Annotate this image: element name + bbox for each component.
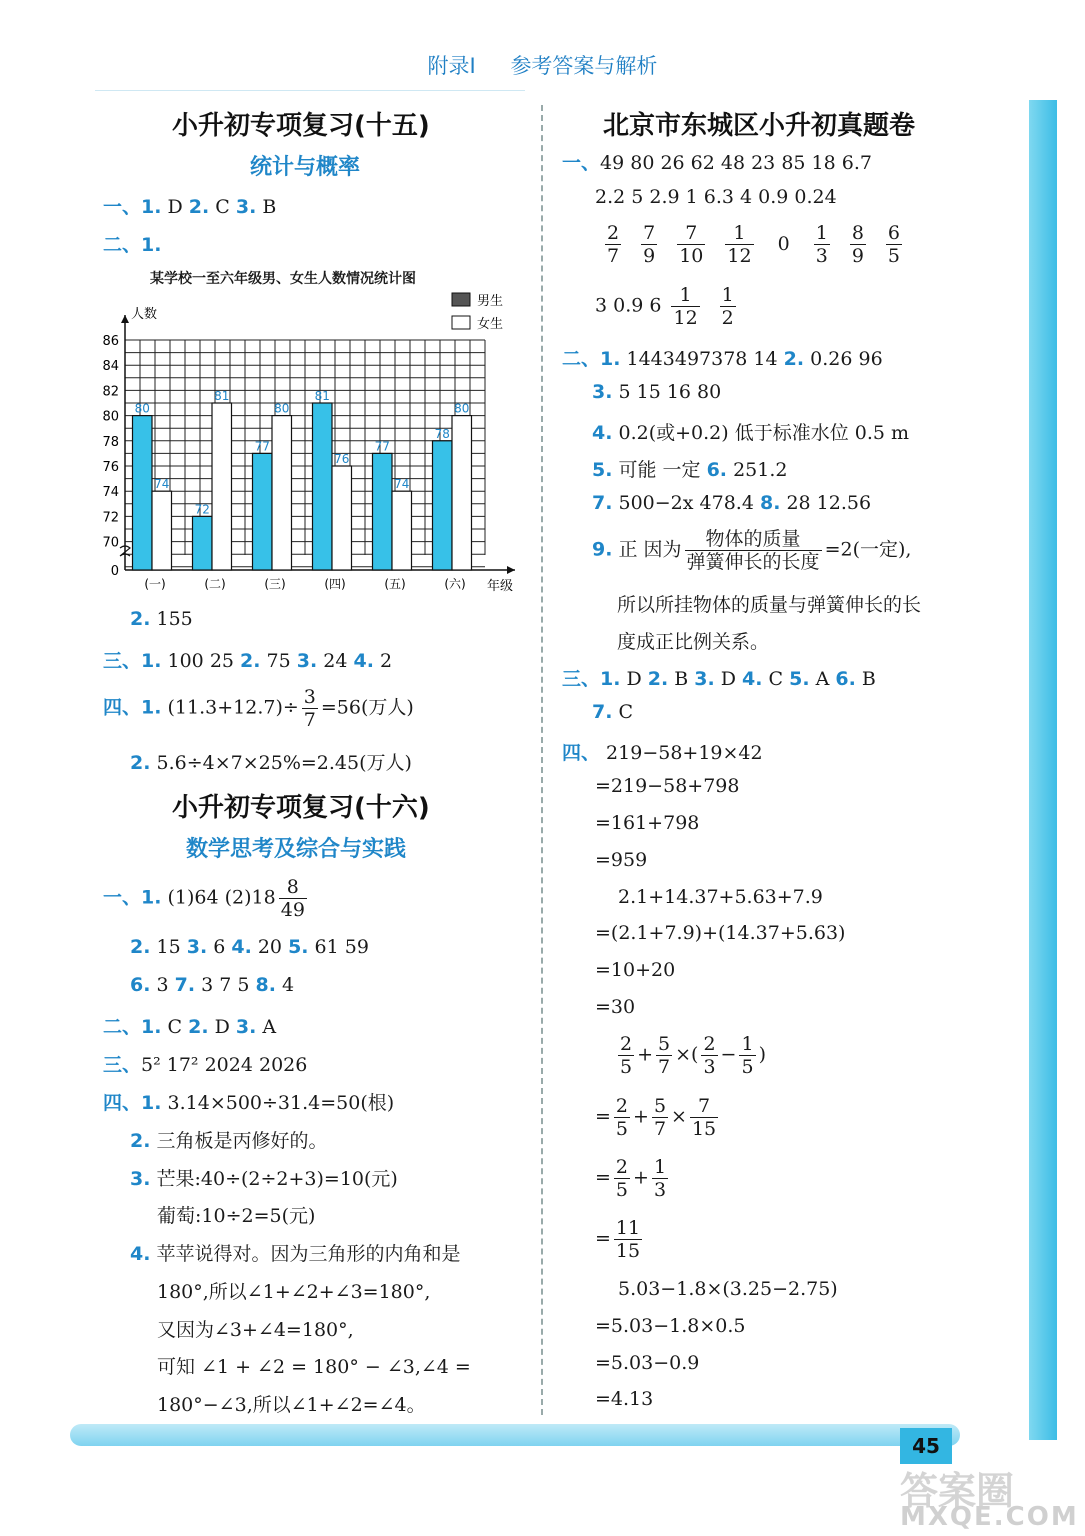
q-num: 2.	[130, 608, 151, 630]
q-num: 5.	[789, 668, 810, 690]
y-tick-label: 74	[102, 485, 119, 501]
answer-line	[103, 876, 310, 921]
answer-line	[130, 1164, 398, 1191]
q-num: 3.	[296, 650, 318, 672]
answer: 5 15 16 80	[612, 381, 722, 403]
part-label: 一、	[562, 152, 601, 174]
y-tick-label: 84	[102, 359, 119, 375]
bar-female	[332, 466, 352, 570]
q-num: 3.	[130, 1168, 151, 1190]
q-num: 8.	[759, 492, 781, 514]
bar-male	[193, 516, 213, 570]
answer-line: 180°,所以∠1+∠2+∠3=180°,	[157, 1281, 431, 1303]
part-label: 一、	[103, 196, 142, 218]
answer: D	[161, 196, 189, 218]
q-num: 2.	[188, 196, 210, 218]
answer: (11.3+12.7)÷	[161, 696, 299, 719]
fraction: $\frac{7}{10}$	[679, 222, 704, 267]
q-num: 5.	[288, 936, 309, 958]
q-num: 7.	[174, 974, 196, 996]
x-tick-label: (二)	[204, 577, 226, 591]
bar-male	[133, 416, 153, 570]
q-num: 1.	[141, 196, 162, 218]
q-num: 8.	[255, 974, 276, 996]
section-title-15: 小升初专项复习(十五)	[172, 111, 430, 141]
q-num: 2.	[783, 348, 805, 370]
y-tick-label: 78	[102, 434, 119, 450]
answer: D	[620, 668, 648, 690]
answer: 5.6÷4×7×25%=2.45(万人)	[150, 752, 412, 774]
answer-line	[592, 701, 633, 723]
answer-line	[130, 936, 369, 958]
bar-chart	[95, 285, 535, 595]
chart-title: 某学校一至六年级男、女生人数情况统计图	[150, 271, 416, 287]
answer: B	[855, 668, 876, 690]
bar-female	[392, 491, 412, 570]
answer: 3 7 5	[195, 974, 256, 996]
answer-line	[130, 1126, 328, 1153]
answer: 155	[150, 608, 193, 630]
answer-line: =30	[595, 996, 636, 1018]
answer: 5² 17² 2024 2026	[141, 1054, 308, 1076]
answer: 219−58+19×42	[600, 742, 763, 764]
y-tick-label: 80	[102, 409, 119, 425]
answer: 15	[150, 936, 187, 958]
answer: C	[612, 701, 634, 723]
y-tick-label: 0	[110, 564, 119, 579]
answer: =2(一定),	[824, 538, 912, 561]
answer: A	[809, 668, 836, 690]
x-tick-label: (一)	[144, 577, 166, 591]
fraction: $\frac{11}{15}$	[615, 1217, 641, 1262]
answer: 251.2	[727, 459, 788, 481]
q-num: 1.	[141, 696, 162, 719]
answer-line: =5.03−1.8×0.5	[595, 1315, 746, 1337]
answer: C	[209, 196, 236, 218]
answer: 1443497378 14	[620, 348, 784, 370]
answer-line: =10+20	[595, 959, 676, 981]
answer-line: 可知 ∠1 + ∠2 = 180° − ∠3,∠4 =	[157, 1356, 471, 1378]
answer: 三角板是丙修好的。	[150, 1130, 328, 1152]
watermark-url: MXQE.COM	[900, 1502, 1079, 1532]
y-axis-label: 人数	[131, 307, 158, 322]
q-num: 1.	[600, 668, 621, 690]
answer: 苹苹说得对。因为三角形的内角和是	[150, 1243, 461, 1265]
fraction: $\frac{1}{2}$	[721, 284, 734, 329]
fraction-expression: = $\frac{11}{15}$	[595, 1217, 641, 1262]
section-subtitle-15: 统计与概率	[250, 155, 361, 180]
q-num: 1.	[141, 886, 162, 909]
fraction-expression: = $\frac{2}{5}$ + $\frac{5}{7}$ × $\frac{7}{15}$	[595, 1095, 717, 1140]
page-number: 45	[900, 1428, 952, 1464]
q-num: 5.	[592, 459, 613, 481]
q-num: 4.	[742, 668, 763, 690]
answer-line	[130, 1239, 461, 1266]
part-label: 二、	[103, 234, 142, 256]
q-num: 3.	[235, 196, 257, 218]
answer-line	[592, 381, 721, 403]
q-num: 6.	[130, 974, 151, 996]
answer: 芒果:40÷(2÷2+3)=10(元)	[150, 1168, 398, 1190]
header-rule	[95, 90, 525, 91]
side-decor-band	[1029, 100, 1057, 1440]
answer: 500−2x 478.4	[612, 492, 760, 514]
data-label: 72	[194, 502, 210, 517]
exam-title: 北京市东城区小升初真题卷	[603, 111, 916, 141]
fraction: $\frac{1}{3}$	[815, 222, 828, 267]
answer-line	[103, 646, 392, 673]
answer-line	[130, 608, 193, 630]
y-tick-label: 86	[102, 334, 119, 349]
answer: C	[161, 1016, 189, 1038]
data-label: 80	[134, 401, 150, 416]
x-axis-label: 年级	[487, 579, 514, 594]
data-label: 81	[214, 389, 230, 403]
answer-line: 5.03−1.8×(3.25−2.75)	[618, 1278, 838, 1300]
answer-line: 2.1+14.37+5.63+7.9	[618, 886, 823, 908]
part-label: 四、	[103, 1092, 142, 1114]
answer: 3.14×500÷31.4=50(根)	[161, 1092, 395, 1114]
q-num: 2.	[130, 1130, 151, 1152]
answer-line	[592, 418, 909, 445]
fraction: $\frac{8}{49}$	[280, 876, 305, 921]
answer-line: =161+798	[595, 812, 700, 834]
answer-line	[562, 344, 883, 371]
q-num: 3.	[186, 936, 208, 958]
data-label: 76	[334, 452, 350, 466]
y-tick-label: 76	[102, 460, 119, 475]
answer-line	[592, 492, 871, 514]
y-tick-label: 70	[102, 535, 119, 551]
part-label: 三、	[103, 650, 142, 672]
answer-line: 180°−∠3,所以∠1+∠2=∠4。	[157, 1394, 426, 1416]
q-num: 4.	[592, 422, 613, 444]
q-num: 6.	[706, 459, 728, 481]
answer-line: =4.13	[595, 1388, 654, 1410]
answer-line	[130, 974, 294, 996]
answer: 28 12.56	[780, 492, 872, 514]
q-num: 1.	[141, 650, 162, 672]
legend-label: 男生	[477, 294, 504, 309]
q-num: 2.	[647, 668, 669, 690]
fraction: $\frac{1}{3}$	[653, 1156, 667, 1201]
q-num: 1.	[141, 234, 162, 256]
q-num: 3.	[235, 1016, 257, 1038]
data-label: 78	[434, 426, 450, 441]
q-num: 1.	[141, 1016, 162, 1038]
answer: 2	[373, 650, 393, 672]
x-tick-label: (三)	[264, 577, 286, 591]
answer-line	[130, 748, 412, 775]
fraction: $\frac{2}{5}$	[620, 1033, 633, 1078]
part-label: 二、	[103, 1016, 142, 1038]
answer-line: =5.03−0.9	[595, 1352, 700, 1374]
answer: 可能 一定	[612, 459, 707, 481]
legend-label: 女生	[477, 317, 504, 332]
fraction: $\frac{7}{9}$	[643, 222, 656, 267]
answer-line	[562, 738, 763, 765]
answer: B	[668, 668, 695, 690]
answer-line	[592, 528, 911, 573]
column-divider	[541, 105, 543, 1415]
data-label: 80	[274, 401, 290, 416]
answer: 61 59	[308, 936, 369, 958]
q-num: 2.	[130, 752, 151, 774]
x-tick-label: (六)	[444, 577, 466, 591]
answer-line	[103, 1088, 394, 1115]
y-axis-arrow	[121, 315, 129, 323]
fraction-expression: $\frac{2}{5}$ + $\frac{5}{7}$ ×( $\frac{2}{3}$ − $\frac{1}{5}$ )	[620, 1033, 766, 1078]
q-num: 1.	[141, 1092, 162, 1114]
data-label: 74	[154, 477, 170, 492]
answer-line	[103, 192, 276, 219]
bar-female	[152, 491, 172, 570]
answer: =56(万人)	[320, 696, 414, 719]
answer-line: 葡萄:10÷2=5(元)	[157, 1205, 316, 1227]
q-num: 4.	[130, 1243, 151, 1265]
watermark-logo: 答案圈	[900, 1469, 1015, 1513]
y-tick-label: 72	[102, 510, 119, 526]
answer-line	[103, 686, 414, 731]
answer: 20	[251, 936, 289, 958]
q-num: 7.	[592, 701, 613, 723]
answer: A	[256, 1016, 277, 1038]
fraction: $\frac{2}{5}$	[615, 1095, 629, 1140]
answer: 3 0.9 6	[595, 294, 662, 317]
q-num: 1.	[600, 348, 621, 370]
q-num: 2.	[188, 1016, 209, 1038]
q-num: 4.	[231, 936, 252, 958]
data-label: 77	[374, 439, 390, 454]
x-tick-label: (五)	[384, 577, 406, 591]
q-num: 4.	[353, 650, 374, 672]
fraction-row	[595, 284, 746, 329]
answer-line: 2.2 5 2.9 1 6.3 4 0.9 0.24	[595, 186, 837, 208]
answer-line: =959	[595, 849, 648, 871]
answer: 6	[207, 936, 232, 958]
x-tick-label: (四)	[324, 577, 346, 591]
answer-line: =(2.1+7.9)+(14.37+5.63)	[595, 922, 846, 944]
fraction: $\frac{1}{5}$	[741, 1033, 754, 1078]
answer-line: 又因为∠3+∠4=180°,	[157, 1319, 354, 1341]
appendix-label: 附录Ⅰ	[427, 54, 476, 78]
bar-male	[433, 441, 453, 570]
bottom-decor-band	[70, 1424, 960, 1446]
fraction: $\frac{2}{5}$	[615, 1156, 629, 1201]
answer-line	[592, 455, 787, 482]
fraction: $\frac{5}{7}$	[653, 1095, 667, 1140]
part-label: 四、	[562, 742, 601, 764]
answer-line: =219−58+798	[595, 775, 740, 797]
fraction-expression: = $\frac{2}{5}$ + $\frac{1}{3}$	[595, 1156, 667, 1201]
answer: 正 因为	[612, 538, 682, 561]
answer: D	[208, 1016, 236, 1038]
q-num: 6.	[835, 668, 856, 690]
q-num: 2.	[240, 650, 261, 672]
fraction: $\frac{2}{7}$	[607, 222, 620, 267]
answer: B	[256, 196, 277, 218]
answer: 0.26 96	[804, 348, 883, 370]
data-label: 77	[254, 439, 270, 454]
bar-male	[373, 453, 393, 570]
q-num: 7.	[592, 492, 613, 514]
answer: 0	[771, 232, 796, 255]
section-subtitle-16: 数学思考及综合与实践	[186, 837, 407, 862]
answer: 100 25	[161, 650, 241, 672]
answer: C	[762, 668, 790, 690]
answer: 24	[317, 650, 354, 672]
answer: (1)64 (2)18	[161, 886, 276, 909]
bar-female	[452, 416, 472, 570]
legend-swatch-female	[452, 316, 470, 329]
answer-line: 度成正比例关系。	[617, 631, 770, 653]
data-label: 80	[454, 401, 470, 416]
q-num: 9.	[592, 538, 613, 561]
answer-line: 所以所挂物体的质量与弹簧伸长的长	[617, 594, 922, 616]
section-label: 参考答案与解析	[510, 54, 658, 78]
fraction: $\frac{1}{12}$	[673, 284, 698, 329]
answer-line	[562, 148, 872, 175]
legend-swatch-male	[452, 293, 470, 306]
answer: 0.2(或+0.2) 低于标准水位 0.5 m	[612, 422, 910, 444]
part-label: 三、	[562, 668, 601, 690]
answer-line	[103, 1012, 276, 1039]
answer: 49 80 26 62 48 23 85 18 6.7	[600, 152, 872, 174]
fraction-row	[595, 222, 912, 267]
fraction: $\frac{2}{3}$	[703, 1033, 716, 1078]
bar-male	[253, 453, 273, 570]
fraction: $\frac{1}{12}$	[727, 222, 752, 267]
answer: D	[714, 668, 743, 690]
bar-male	[313, 403, 333, 570]
x-axis-arrow	[507, 566, 515, 574]
answer-line	[103, 230, 161, 257]
part-label: 一、	[103, 886, 142, 909]
answer-line	[103, 1050, 307, 1077]
section-title-16: 小升初专项复习(十六)	[172, 793, 430, 823]
fraction: $\frac{3}{7}$	[303, 686, 316, 731]
fraction: $\frac{\text{物体的质量}}{\text{弹簧伸长的长度}}$	[686, 528, 820, 573]
page-header	[0, 50, 1085, 80]
fraction: $\frac{7}{15}$	[691, 1095, 717, 1140]
y-tick-label: 82	[102, 384, 119, 400]
q-num: 3.	[694, 668, 715, 690]
bar-female	[212, 403, 232, 570]
answer: 3	[150, 974, 175, 996]
fraction: $\frac{6}{5}$	[887, 222, 901, 267]
answer: 4	[275, 974, 295, 996]
fraction: $\frac{8}{9}$	[851, 222, 864, 267]
data-label: 74	[394, 477, 410, 492]
data-label: 81	[314, 389, 330, 403]
q-num: 2.	[130, 936, 151, 958]
bar-female	[272, 416, 292, 570]
q-num: 3.	[592, 381, 613, 403]
fraction: $\frac{5}{7}$	[658, 1033, 671, 1078]
answer: 75	[260, 650, 297, 672]
part-label: 三、	[103, 1054, 142, 1076]
part-label: 二、	[562, 348, 601, 370]
answer-line	[562, 664, 876, 691]
part-label: 四、	[103, 696, 142, 719]
